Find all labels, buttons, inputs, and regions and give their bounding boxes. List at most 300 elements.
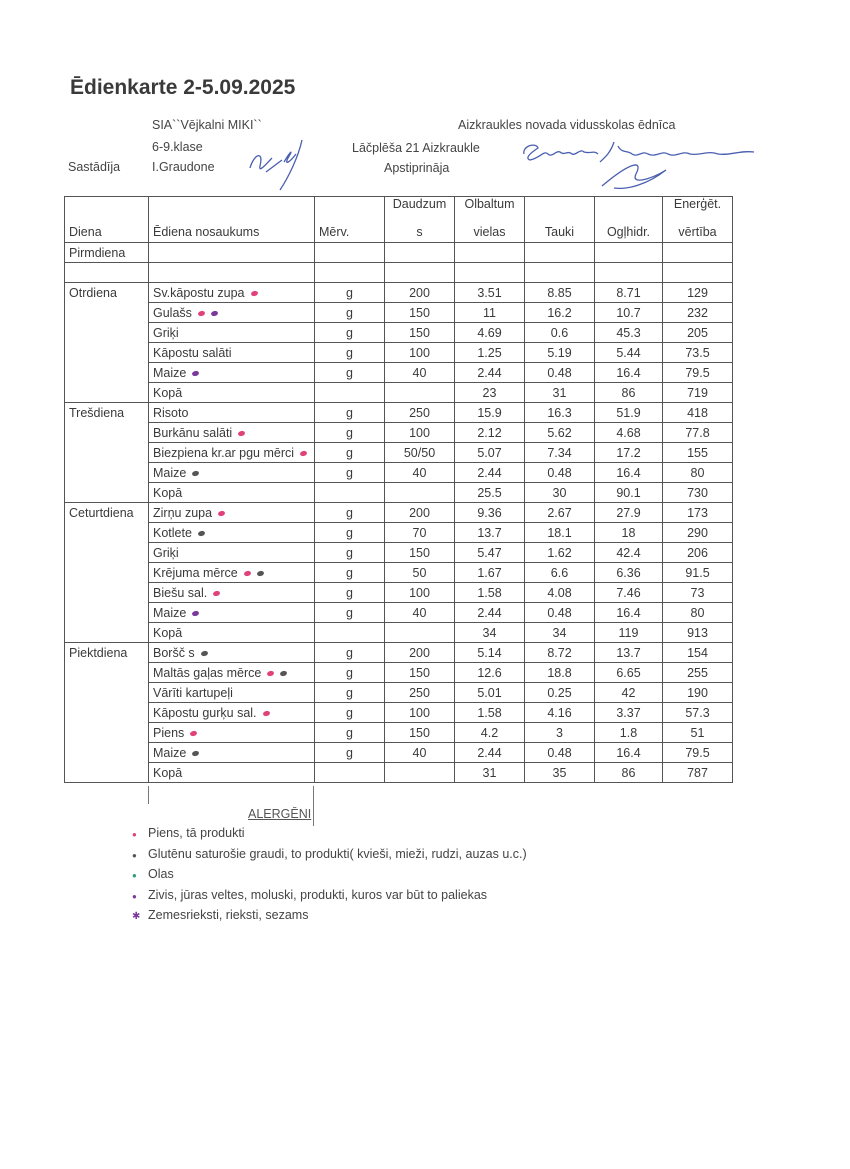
allergen-text: Zemesrieksti, rieksti, sezams bbox=[148, 908, 309, 922]
qty-cell: 100 bbox=[385, 583, 455, 603]
energy-cell: 255 bbox=[663, 663, 733, 683]
col-protein bbox=[455, 197, 525, 243]
table-row bbox=[65, 423, 733, 443]
dish-name: Krējuma mērce bbox=[153, 565, 238, 580]
dish-cell bbox=[149, 423, 315, 443]
qty-cell: 40 bbox=[385, 603, 455, 623]
dish-name: Risoto bbox=[153, 405, 189, 420]
fat-cell: 0.48 bbox=[525, 463, 595, 483]
protein-cell: 11 bbox=[455, 303, 525, 323]
table-cell bbox=[149, 243, 315, 263]
allergen-text: Glutēnu saturošie graudi, to produkti( kvieši, mieži, rudzi, auzas u.c.) bbox=[148, 846, 527, 861]
carbs-cell: 8.71 bbox=[595, 283, 663, 303]
fat-cell: 0.48 bbox=[525, 603, 595, 623]
col-protein-line2: vielas bbox=[473, 225, 506, 239]
fat-cell: 1.62 bbox=[525, 543, 595, 563]
energy-cell: 205 bbox=[663, 323, 733, 343]
day-cell bbox=[65, 483, 149, 503]
carbs-cell: 45.3 bbox=[595, 323, 663, 343]
fat-cell: 18.8 bbox=[525, 663, 595, 683]
fat-cell: 5.62 bbox=[525, 423, 595, 443]
protein-cell: 3.51 bbox=[455, 283, 525, 303]
menu-title: Ēdienkarte 2-5.09.2025 bbox=[70, 76, 296, 99]
col-energy bbox=[663, 197, 733, 243]
fat-cell: 3 bbox=[525, 723, 595, 743]
table-row bbox=[65, 703, 733, 723]
table-row bbox=[65, 523, 733, 543]
allergen-marker-icon bbox=[197, 310, 205, 317]
qty-cell: 200 bbox=[385, 283, 455, 303]
day-cell-wednesday: Trešdiena bbox=[65, 403, 149, 423]
canteen-name: Aizkraukles novada vidusskolas ēdnīca bbox=[458, 118, 676, 132]
allergen-text: Piens, tā produkti bbox=[148, 826, 245, 840]
energy-cell: 418 bbox=[663, 403, 733, 423]
table-row bbox=[65, 343, 733, 363]
unit-cell: g bbox=[315, 543, 385, 563]
table-cell bbox=[149, 263, 315, 283]
table-cell bbox=[315, 263, 385, 283]
dish-cell bbox=[149, 363, 315, 383]
carbs-cell: 6.65 bbox=[595, 663, 663, 683]
table-cell bbox=[385, 623, 455, 643]
fat-cell: 6.6 bbox=[525, 563, 595, 583]
day-cell bbox=[65, 603, 149, 623]
table-cell bbox=[385, 243, 455, 263]
table-cell bbox=[663, 243, 733, 263]
fat-cell: 5.19 bbox=[525, 343, 595, 363]
table-cell bbox=[525, 243, 595, 263]
allergen-marker-icon bbox=[256, 570, 264, 577]
carbs-cell: 42 bbox=[595, 683, 663, 703]
protein-cell: 15.9 bbox=[455, 403, 525, 423]
menu-table bbox=[64, 196, 733, 783]
carbs-cell: 6.36 bbox=[595, 563, 663, 583]
col-energy-line1: Enerģēt. bbox=[673, 197, 722, 211]
table-row bbox=[65, 303, 733, 323]
col-fat: Tauki bbox=[525, 197, 595, 243]
total-protein: 31 bbox=[455, 763, 525, 783]
carbs-cell: 16.4 bbox=[595, 603, 663, 623]
allergen-marker-icon: ● bbox=[132, 850, 137, 860]
table-row bbox=[65, 283, 733, 303]
table-cell bbox=[455, 263, 525, 283]
address: Lāčplēša 21 Aizkraukle bbox=[352, 141, 480, 155]
allergen-marker-icon bbox=[262, 710, 270, 717]
table-cell bbox=[315, 383, 385, 403]
allergen-marker-icon bbox=[192, 370, 200, 377]
table-row-total bbox=[65, 763, 733, 783]
qty-cell: 150 bbox=[385, 543, 455, 563]
table-row bbox=[65, 443, 733, 463]
fat-cell: 0.48 bbox=[525, 743, 595, 763]
table-row bbox=[65, 463, 733, 483]
dish-cell bbox=[149, 403, 315, 423]
table-header-row bbox=[65, 197, 733, 243]
dish-cell bbox=[149, 723, 315, 743]
table-row-total bbox=[65, 623, 733, 643]
protein-cell: 5.01 bbox=[455, 683, 525, 703]
qty-cell: 40 bbox=[385, 463, 455, 483]
allergen-marker-icon: ● bbox=[132, 871, 137, 880]
allergen-marker-icon bbox=[243, 570, 251, 577]
allergen-legend-item bbox=[132, 888, 487, 902]
day-cell bbox=[65, 383, 149, 403]
day-monday: Pirmdiena bbox=[65, 243, 149, 263]
dish-cell bbox=[149, 443, 315, 463]
allergen-marker-icon bbox=[300, 450, 308, 457]
carbs-cell: 16.4 bbox=[595, 363, 663, 383]
day-cell bbox=[65, 663, 149, 683]
table-cell bbox=[525, 263, 595, 283]
qty-cell: 70 bbox=[385, 523, 455, 543]
dish-name: Maize bbox=[153, 605, 187, 620]
approver-signature bbox=[518, 128, 758, 194]
dish-name: Maize bbox=[153, 745, 187, 760]
allergen-marker-icon bbox=[190, 730, 198, 737]
qty-cell: 100 bbox=[385, 423, 455, 443]
dish-name: Boršč s bbox=[153, 645, 195, 660]
total-energy: 913 bbox=[663, 623, 733, 643]
day-cell bbox=[65, 623, 149, 643]
dish-name: Burkānu salāti bbox=[153, 425, 233, 440]
dish-name: Sv.kāpostu zupa bbox=[153, 285, 245, 300]
qty-cell: 200 bbox=[385, 503, 455, 523]
day-cell bbox=[65, 423, 149, 443]
fat-cell: 16.2 bbox=[525, 303, 595, 323]
fat-cell: 0.48 bbox=[525, 363, 595, 383]
table-row bbox=[65, 363, 733, 383]
table-cell bbox=[385, 383, 455, 403]
allergen-marker-icon bbox=[192, 750, 200, 757]
table-row bbox=[65, 563, 733, 583]
protein-cell: 5.14 bbox=[455, 643, 525, 663]
energy-cell: 73 bbox=[663, 583, 733, 603]
dish-name: Kotlete bbox=[153, 525, 192, 540]
allergen-text: Olas bbox=[148, 867, 174, 881]
energy-cell: 232 bbox=[663, 303, 733, 323]
total-label: Kopā bbox=[149, 483, 315, 503]
qty-cell: 250 bbox=[385, 683, 455, 703]
fat-cell: 18.1 bbox=[525, 523, 595, 543]
col-quantity bbox=[385, 197, 455, 243]
total-fat: 34 bbox=[525, 623, 595, 643]
col-protein-line1: Olbaltum bbox=[464, 197, 515, 211]
dish-name: Maltās gaļas mērce bbox=[153, 665, 262, 680]
dish-cell bbox=[149, 543, 315, 563]
qty-cell: 40 bbox=[385, 743, 455, 763]
protein-cell: 12.6 bbox=[455, 663, 525, 683]
energy-cell: 51 bbox=[663, 723, 733, 743]
qty-cell: 250 bbox=[385, 403, 455, 423]
carbs-cell: 17.2 bbox=[595, 443, 663, 463]
dish-name: Kāpostu salāti bbox=[153, 345, 232, 360]
energy-cell: 154 bbox=[663, 643, 733, 663]
table-cell bbox=[595, 263, 663, 283]
qty-cell: 150 bbox=[385, 723, 455, 743]
table-row bbox=[65, 543, 733, 563]
unit-cell: g bbox=[315, 443, 385, 463]
unit-cell: g bbox=[315, 303, 385, 323]
day-cell bbox=[65, 323, 149, 343]
carbs-cell: 16.4 bbox=[595, 463, 663, 483]
dish-cell bbox=[149, 503, 315, 523]
energy-cell: 91.5 bbox=[663, 563, 733, 583]
dish-cell bbox=[149, 343, 315, 363]
table-row bbox=[65, 403, 733, 423]
table-cell bbox=[455, 243, 525, 263]
dish-cell bbox=[149, 463, 315, 483]
energy-cell: 57.3 bbox=[663, 703, 733, 723]
qty-cell: 200 bbox=[385, 643, 455, 663]
energy-cell: 73.5 bbox=[663, 343, 733, 363]
fat-cell: 4.08 bbox=[525, 583, 595, 603]
carbs-cell: 16.4 bbox=[595, 743, 663, 763]
dish-cell bbox=[149, 663, 315, 683]
allergens-title: ALERGĒNI bbox=[248, 807, 312, 821]
unit-cell: g bbox=[315, 643, 385, 663]
allergen-marker-icon bbox=[218, 510, 226, 517]
dish-cell bbox=[149, 583, 315, 603]
day-cell-tuesday: Otrdiena bbox=[65, 283, 149, 303]
total-label: Kopā bbox=[149, 383, 315, 403]
unit-cell: g bbox=[315, 343, 385, 363]
carbs-cell: 3.37 bbox=[595, 703, 663, 723]
carbs-cell: 4.68 bbox=[595, 423, 663, 443]
dish-cell bbox=[149, 703, 315, 723]
qty-cell: 150 bbox=[385, 303, 455, 323]
unit-cell: g bbox=[315, 743, 385, 763]
day-cell bbox=[65, 343, 149, 363]
table-row-total bbox=[65, 383, 733, 403]
allergen-legend-item bbox=[132, 908, 308, 922]
carbs-cell: 42.4 bbox=[595, 543, 663, 563]
day-cell bbox=[65, 743, 149, 763]
fat-cell: 8.85 bbox=[525, 283, 595, 303]
day-cell bbox=[65, 683, 149, 703]
protein-cell: 2.44 bbox=[455, 463, 525, 483]
dish-name: Gulašs bbox=[153, 305, 192, 320]
protein-cell: 2.44 bbox=[455, 603, 525, 623]
dish-cell bbox=[149, 643, 315, 663]
unit-cell: g bbox=[315, 523, 385, 543]
day-cell bbox=[65, 543, 149, 563]
dish-cell bbox=[149, 683, 315, 703]
table-cell bbox=[663, 263, 733, 283]
allergen-marker-icon: ● bbox=[132, 891, 137, 901]
dish-name: Griķi bbox=[153, 545, 179, 560]
allergen-marker-icon bbox=[192, 470, 200, 477]
qty-cell: 50 bbox=[385, 563, 455, 583]
carbs-cell: 7.46 bbox=[595, 583, 663, 603]
allergen-legend-item bbox=[132, 867, 174, 881]
total-protein: 34 bbox=[455, 623, 525, 643]
day-cell bbox=[65, 363, 149, 383]
day-cell bbox=[65, 523, 149, 543]
table-cell bbox=[315, 243, 385, 263]
unit-cell: g bbox=[315, 403, 385, 423]
unit-cell: g bbox=[315, 583, 385, 603]
dish-name: Biešu sal. bbox=[153, 585, 208, 600]
day-cell bbox=[65, 703, 149, 723]
col-quantity-line1: Daudzum bbox=[392, 197, 447, 211]
energy-cell: 206 bbox=[663, 543, 733, 563]
table-tail-line bbox=[313, 786, 314, 826]
fat-cell: 2.67 bbox=[525, 503, 595, 523]
protein-cell: 1.58 bbox=[455, 583, 525, 603]
energy-cell: 79.5 bbox=[663, 363, 733, 383]
total-protein: 23 bbox=[455, 383, 525, 403]
allergen-marker-icon bbox=[250, 290, 258, 297]
unit-cell: g bbox=[315, 663, 385, 683]
protein-cell: 1.67 bbox=[455, 563, 525, 583]
protein-cell: 1.58 bbox=[455, 703, 525, 723]
allergen-marker-icon bbox=[238, 430, 246, 437]
col-day: Diena bbox=[65, 197, 149, 243]
total-fat: 31 bbox=[525, 383, 595, 403]
protein-cell: 4.2 bbox=[455, 723, 525, 743]
table-row bbox=[65, 643, 733, 663]
unit-cell: g bbox=[315, 363, 385, 383]
table-row bbox=[65, 583, 733, 603]
dish-name: Maize bbox=[153, 365, 187, 380]
allergen-marker-icon bbox=[192, 610, 200, 617]
qty-cell: 150 bbox=[385, 323, 455, 343]
allergen-marker-icon: ● bbox=[132, 830, 137, 839]
carbs-cell: 5.44 bbox=[595, 343, 663, 363]
total-label: Kopā bbox=[149, 623, 315, 643]
table-cell bbox=[385, 763, 455, 783]
energy-cell: 77.8 bbox=[663, 423, 733, 443]
unit-cell: g bbox=[315, 283, 385, 303]
col-carbs: Ogļhidr. bbox=[595, 197, 663, 243]
protein-cell: 2.44 bbox=[455, 743, 525, 763]
day-cell bbox=[65, 763, 149, 783]
table-row bbox=[65, 723, 733, 743]
day-cell bbox=[65, 583, 149, 603]
dish-name: Zirņu zupa bbox=[153, 505, 213, 520]
day-cell bbox=[65, 563, 149, 583]
allergen-legend-item bbox=[132, 847, 527, 861]
compiler-signature bbox=[244, 132, 324, 194]
energy-cell: 79.5 bbox=[663, 743, 733, 763]
allergen-marker-icon bbox=[213, 590, 221, 597]
day-cell-friday: Piektdiena bbox=[65, 643, 149, 663]
energy-cell: 155 bbox=[663, 443, 733, 463]
fat-cell: 8.72 bbox=[525, 643, 595, 663]
fat-cell: 4.16 bbox=[525, 703, 595, 723]
energy-cell: 129 bbox=[663, 283, 733, 303]
dish-name: Piens bbox=[153, 725, 185, 740]
energy-cell: 290 bbox=[663, 523, 733, 543]
table-row-monday bbox=[65, 243, 733, 263]
qty-cell: 40 bbox=[385, 363, 455, 383]
allergen-marker-icon bbox=[210, 310, 218, 317]
dish-cell bbox=[149, 743, 315, 763]
approved-by-label: Apstiprināja bbox=[384, 161, 450, 175]
total-energy: 730 bbox=[663, 483, 733, 503]
unit-cell: g bbox=[315, 323, 385, 343]
carbs-cell: 13.7 bbox=[595, 643, 663, 663]
dish-cell bbox=[149, 603, 315, 623]
fat-cell: 0.6 bbox=[525, 323, 595, 343]
unit-cell: g bbox=[315, 683, 385, 703]
dish-cell bbox=[149, 563, 315, 583]
carbs-cell: 27.9 bbox=[595, 503, 663, 523]
table-cell bbox=[315, 623, 385, 643]
carbs-cell: 1.8 bbox=[595, 723, 663, 743]
day-cell bbox=[65, 723, 149, 743]
table-cell bbox=[595, 243, 663, 263]
table-cell bbox=[65, 263, 149, 283]
protein-cell: 2.12 bbox=[455, 423, 525, 443]
col-energy-line2: vērtība bbox=[678, 225, 717, 239]
total-carbs: 86 bbox=[595, 763, 663, 783]
table-cell bbox=[385, 263, 455, 283]
allergen-marker-icon bbox=[280, 670, 288, 677]
total-fat: 35 bbox=[525, 763, 595, 783]
dish-name: Kāpostu gurķu sal. bbox=[153, 705, 257, 720]
table-row bbox=[65, 603, 733, 623]
total-label: Kopā bbox=[149, 763, 315, 783]
table-tail-line bbox=[148, 786, 149, 804]
dish-cell bbox=[149, 303, 315, 323]
day-cell-thursday: Ceturtdiena bbox=[65, 503, 149, 523]
qty-cell: 50/50 bbox=[385, 443, 455, 463]
carbs-cell: 51.9 bbox=[595, 403, 663, 423]
day-cell bbox=[65, 443, 149, 463]
compiled-by-label: Sastādīja bbox=[68, 160, 121, 174]
qty-cell: 100 bbox=[385, 343, 455, 363]
allergen-marker-icon bbox=[197, 530, 205, 537]
dish-cell bbox=[149, 323, 315, 343]
allergen-marker-icon bbox=[200, 650, 208, 657]
table-row bbox=[65, 743, 733, 763]
total-energy: 787 bbox=[663, 763, 733, 783]
dish-name: Vārīti kartupeļi bbox=[153, 685, 233, 700]
grade-label: 6-9.klase bbox=[152, 140, 203, 154]
carbs-cell: 18 bbox=[595, 523, 663, 543]
dish-name: Griķi bbox=[153, 325, 179, 340]
allergen-legend-item bbox=[132, 826, 245, 840]
total-energy: 719 bbox=[663, 383, 733, 403]
allergen-marker-icon bbox=[267, 670, 275, 677]
table-row-total bbox=[65, 483, 733, 503]
total-carbs: 119 bbox=[595, 623, 663, 643]
table-cell bbox=[315, 763, 385, 783]
fat-cell: 0.25 bbox=[525, 683, 595, 703]
qty-cell: 150 bbox=[385, 663, 455, 683]
table-row bbox=[65, 663, 733, 683]
allergen-marker-icon: ✱ bbox=[132, 911, 141, 922]
allergen-text: Zivis, jūras veltes, moluski, produkti, kuros var būt to paliekas bbox=[148, 887, 488, 902]
unit-cell: g bbox=[315, 423, 385, 443]
table-row bbox=[65, 323, 733, 343]
protein-cell: 9.36 bbox=[455, 503, 525, 523]
protein-cell: 1.25 bbox=[455, 343, 525, 363]
protein-cell: 4.69 bbox=[455, 323, 525, 343]
energy-cell: 80 bbox=[663, 603, 733, 623]
unit-cell: g bbox=[315, 463, 385, 483]
compiler-name: I.Graudone bbox=[152, 160, 215, 174]
qty-cell: 100 bbox=[385, 703, 455, 723]
carbs-cell: 10.7 bbox=[595, 303, 663, 323]
protein-cell: 2.44 bbox=[455, 363, 525, 383]
total-fat: 30 bbox=[525, 483, 595, 503]
unit-cell: g bbox=[315, 563, 385, 583]
total-carbs: 86 bbox=[595, 383, 663, 403]
company-name: SIA``Vējkalni MIKI`` bbox=[152, 118, 262, 132]
col-quantity-line2: s bbox=[416, 225, 423, 239]
